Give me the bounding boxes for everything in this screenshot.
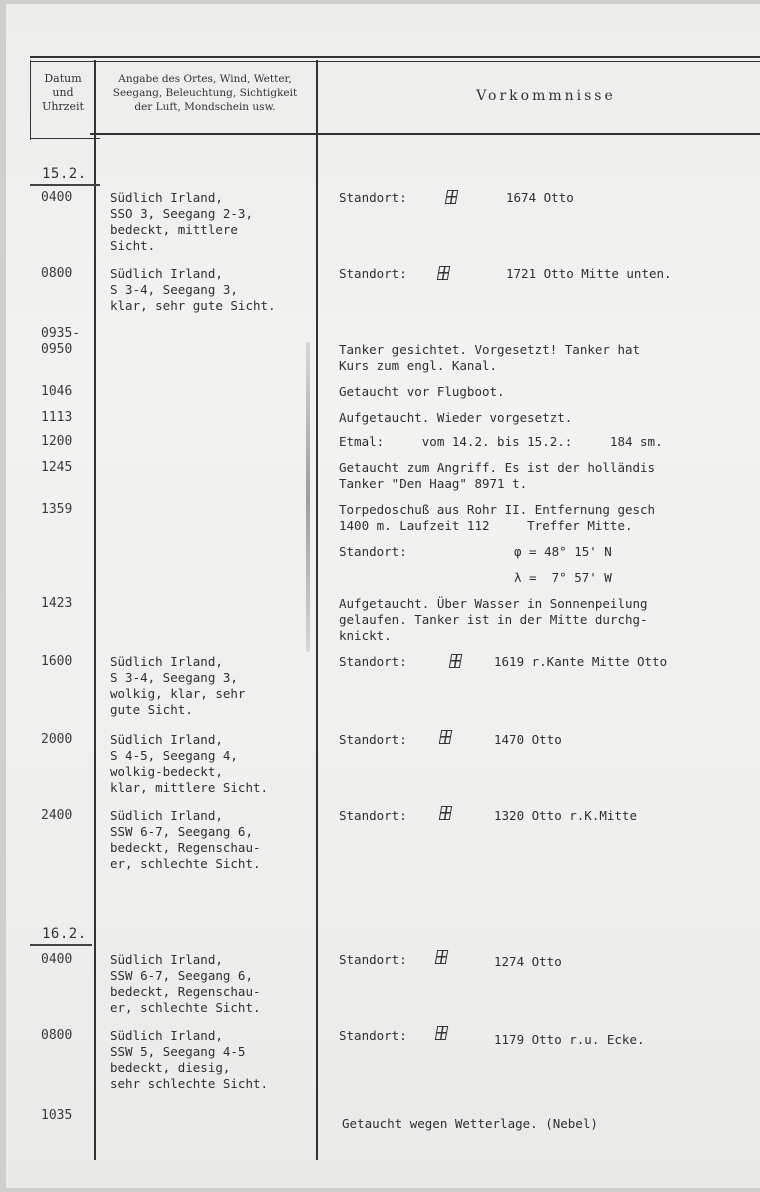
entry-event: Aufgetaucht. Wieder vorgesetzt. [339,410,573,425]
header-line: der Luft, Mondschein usw. [134,101,276,113]
entry-time: 0400 [41,952,73,967]
grid-square-icon [439,730,452,744]
entry-time: 2000 [41,732,73,747]
grid-square-icon [435,1026,448,1040]
position-label: Standort: [339,952,407,967]
entry-time: 1035 [41,1108,73,1123]
entry-event: Getaucht wegen Wetterlage. (Nebel) [342,1116,598,1131]
entry-event: Getaucht vor Flugboot. [339,384,505,399]
entry-event: Getaucht zum Angriff. Es ist der holländis Tanker "Den Haag" 8971 t. [339,460,656,491]
position-value: 1674 Otto [506,190,574,205]
header-location-weather [96,72,314,114]
col-divider-1 [94,60,96,1160]
date-label: 15.2. [42,166,87,182]
entry-time: 1423 [41,596,73,611]
header-top-rule [30,56,760,58]
left-margin-line [30,60,31,140]
entry-location: Südlich Irland, SSW 5, Seegang 4-5 bedeckt, diesig, sehr schlechte Sicht. [110,1028,269,1091]
position-label: Standort: [339,1028,407,1043]
entry-time: 1359 [41,502,73,517]
position-label: Standort: [339,654,407,669]
entry-event: Torpedoschuß aus Rohr II. Entfernung gesch 1400 m. Laufzeit 112 Treffer Mitte. [339,502,656,533]
entry-time: 1600 [41,654,73,669]
position-value: 1470 Otto [494,732,562,747]
position-value: 1721 Otto Mitte unten. [506,266,672,281]
position-label: Standort: [339,266,407,281]
position-label: Standort: [339,544,407,559]
entry-time: 0935- 0950 [41,326,81,357]
entry-time: 1113 [41,410,73,425]
header-line: Seegang, Beleuchtung, Sichtigkeit [112,87,298,99]
latitude-value: φ = 48° 15' N [514,544,612,559]
entry-location: Südlich Irland, S 4-5, Seegang 4, wolkig-bedeckt, klar, mittlere Sicht. [110,732,269,795]
entry-location: Südlich Irland, SSW 6-7, Seegang 6, bedeckt, Regenschau- er, schlechte Sicht. [110,808,261,871]
header-top-rule-2 [30,61,760,62]
entry-time: 0800 [41,266,73,281]
log-page [6,4,760,1188]
header-line: Angabe des Ortes, Wind, Wetter, [118,73,292,85]
entry-time: 1046 [41,384,73,399]
position-label: Standort: [339,190,407,205]
position-value: 1179 Otto r.u. Ecke. [494,1032,645,1047]
entry-event: Tanker gesichtet. Vorgesetzt! Tanker hat Kurs zum engl. Kanal. [339,342,641,373]
grid-square-icon [439,806,452,820]
header-date-time [34,72,92,114]
position-value: 1619 r.Kante Mitte Otto [494,654,668,669]
position-value: 1274 Otto [494,954,562,969]
grid-square-icon [445,190,458,204]
entry-event: Aufgetaucht. Über Wasser in Sonnenpeilung gelaufen. Tanker ist in der Mitte durchg- knickt. [339,596,648,643]
header-events: Vorkommnisse [476,88,616,104]
pencil-mark [306,342,310,652]
date-underline [30,184,100,186]
header-bottom-rule-left [30,138,100,139]
entry-event: Etmal: vom 14.2. bis 15.2.: 184 sm. [339,434,663,449]
position-value: 1320 Otto r.K.Mitte [494,808,637,823]
date-underline [30,944,92,946]
entry-location: Südlich Irland, S 3-4, Seegang 3, klar, sehr gute Sicht. [110,266,276,313]
entry-location: Südlich Irland, SSO 3, Seegang 2-3, bedeckt, mittlere Sicht. [110,190,253,253]
entry-time: 1245 [41,460,73,475]
grid-square-icon [435,950,448,964]
entry-time: 0800 [41,1028,73,1043]
grid-square-icon [449,654,462,668]
entry-time: 1200 [41,434,73,449]
header-line: Uhrzeit [42,100,84,113]
grid-square-icon [437,266,450,280]
longitude-value: λ = 7° 57' W [514,570,612,585]
position-label: Standort: [339,808,407,823]
entry-time: 2400 [41,808,73,823]
entry-time: 0400 [41,190,73,205]
position-label: Standort: [339,732,407,747]
date-label: 16.2. [42,926,87,942]
header-line: und [52,86,74,99]
header-line: Datum [44,72,82,85]
header-bottom-rule [90,133,760,135]
entry-location: Südlich Irland, S 3-4, Seegang 3, wolkig, klar, sehr gute Sicht. [110,654,246,717]
entry-location: Südlich Irland, SSW 6-7, Seegang 6, bedeckt, Regenschau- er, schlechte Sicht. [110,952,261,1015]
